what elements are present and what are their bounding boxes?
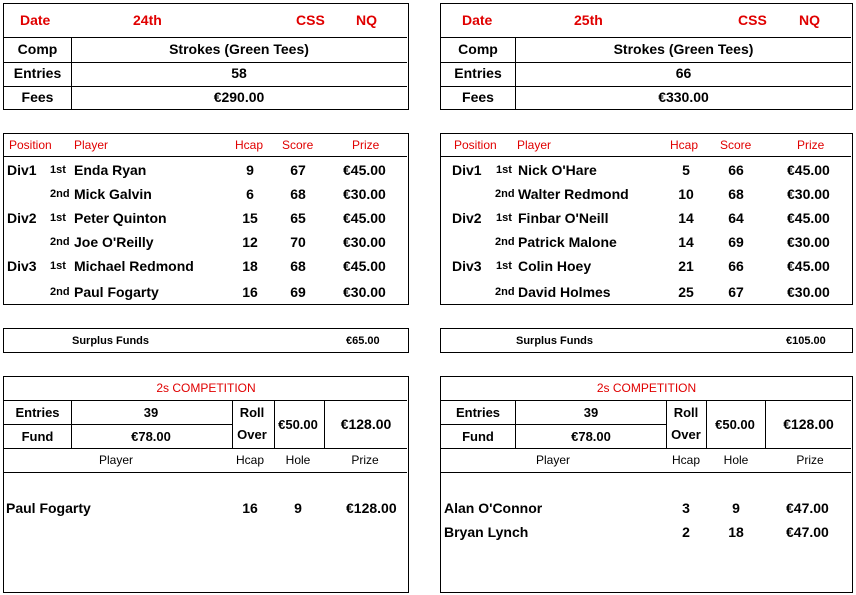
placing: 1st [496,260,512,272]
fees-label: Fees [462,89,494,105]
hcap: 10 [678,186,694,202]
hcap: 9 [246,162,254,178]
hcap: 15 [242,210,258,226]
placing: 2nd [495,286,515,298]
score: 69 [290,284,306,300]
player-name: Finbar O'Neill [518,210,609,226]
hcap: 14 [678,210,694,226]
hcap: 18 [242,258,258,274]
twos-winner-hole: 9 [732,500,740,516]
player-name: Patrick Malone [518,234,617,250]
player-name: Peter Quinton [74,210,167,226]
prize: €45.00 [343,210,386,226]
fees-label: Fees [21,89,54,105]
twos-winner-hcap: 16 [242,500,258,516]
col-player: Player [74,138,109,152]
entries-label: Entries [454,65,502,81]
hcap: 6 [246,186,254,202]
placing: 1st [496,164,512,176]
placing: 1st [50,260,66,272]
nq-label: NQ [799,12,820,28]
placing: 2nd [50,286,70,298]
twos-title: 2s COMPETITION [596,381,697,395]
surplus-label: Surplus Funds [72,335,149,347]
placing: 2nd [50,188,70,200]
date-label: Date [20,12,51,28]
rollover-label-line2: Over [671,427,701,442]
hcap: 16 [242,284,258,300]
score: 67 [290,162,306,178]
twos-total: €128.00 [340,416,392,432]
rollover-value: €50.00 [715,417,755,432]
css-label: CSS [296,12,325,28]
twos-entries-label: Entries [455,405,501,420]
entries-value: 58 [231,65,247,81]
twos-winner-prize: €128.00 [346,500,397,516]
player-name: Mick Galvin [74,186,152,202]
twos-col-player: Player [98,453,133,467]
col-prize: Prize [352,138,380,152]
twos-col-hole: Hole [285,453,311,467]
comp-value: Strokes (Green Tees) [169,41,309,57]
twos-col-hcap: Hcap [671,453,700,467]
col-prize: Prize [797,138,825,152]
twos-col-prize: Prize [351,453,379,467]
rollover-label-line2: Over [237,427,267,442]
nq-label: NQ [356,12,377,28]
twos-entries-label: Entries [15,405,60,420]
placing: 1st [496,212,512,224]
division: Div2 [7,210,37,226]
score: 68 [728,186,744,202]
twos-winner-prize: €47.00 [786,500,829,516]
hcap: 25 [678,284,694,300]
division: Div2 [452,210,482,226]
fees-value: €330.00 [658,89,709,105]
player-name: Nick O'Hare [518,162,597,178]
twos-winner-hole: 9 [294,500,302,516]
twos-fund-value: €78.00 [131,429,171,444]
twos-entries-value: 39 [143,405,159,420]
twos-fund-label: Fund [462,429,494,444]
score: 68 [290,258,306,274]
score: 66 [728,258,744,274]
twos-winner-name: Bryan Lynch [444,524,529,540]
comp-label: Comp [17,41,58,57]
score: 69 [728,234,744,250]
col-player: Player [517,138,552,152]
col-hcap: Hcap [235,138,264,152]
col-hcap: Hcap [670,138,699,152]
score: 68 [290,186,306,202]
prize: €30.00 [343,234,386,250]
twos-total: €128.00 [783,416,834,432]
prize: €30.00 [787,186,830,202]
placing: 1st [50,164,66,176]
division: Div3 [7,258,37,274]
entries-label: Entries [13,65,62,81]
prize: €45.00 [787,162,830,178]
score: 65 [290,210,306,226]
css-label: CSS [738,12,767,28]
score: 67 [728,284,744,300]
twos-col-player: Player [535,453,570,467]
twos-winner-hole: 18 [728,524,744,540]
player-name: Michael Redmond [74,258,194,274]
division: Div1 [452,162,482,178]
date-value: 25th [574,12,603,28]
prize: €45.00 [343,258,386,274]
prize: €45.00 [343,162,386,178]
player-name: Joe O'Reilly [74,234,154,250]
placing: 2nd [495,188,515,200]
placing: 1st [50,212,66,224]
twos-col-hole: Hole [723,453,749,467]
rollover-label-line1: Roll [673,405,699,420]
player-name: Colin Hoey [518,258,592,274]
twos-fund-value: €78.00 [571,429,611,444]
twos-winner-name: Paul Fogarty [6,500,91,516]
hcap: 21 [678,258,694,274]
division: Div1 [7,162,37,178]
comp-label: Comp [458,41,498,57]
col-position: Position [454,138,497,152]
date-value: 24th [133,12,162,28]
surplus-value: €65.00 [346,335,380,347]
comp-value: Strokes (Green Tees) [613,41,754,57]
twos-col-prize: Prize [796,453,824,467]
player-name: David Holmes [518,284,611,300]
placing: 2nd [495,236,515,248]
score: 66 [728,162,744,178]
prize: €30.00 [787,284,830,300]
hcap: 12 [242,234,258,250]
score: 64 [728,210,744,226]
entries-value: 66 [675,65,692,81]
score: 70 [290,234,306,250]
twos-winner-prize: €47.00 [786,524,829,540]
twos-winner-hcap: 2 [682,524,690,540]
rollover-value: €50.00 [278,417,318,432]
player-name: Walter Redmond [518,186,629,202]
col-score: Score [720,138,752,152]
hcap: 14 [678,234,694,250]
twos-title: 2s COMPETITION [156,381,256,395]
surplus-label: Surplus Funds [516,335,593,347]
twos-fund-label: Fund [21,429,54,444]
prize: €45.00 [787,258,830,274]
player-name: Enda Ryan [74,162,147,178]
prize: €30.00 [343,284,386,300]
prize: €30.00 [343,186,386,202]
fees-value: €290.00 [213,89,265,105]
twos-entries-value: 39 [583,405,599,420]
twos-col-hcap: Hcap [235,453,264,467]
twos-winner-hcap: 3 [682,500,690,516]
col-score: Score [282,138,314,152]
prize: €45.00 [787,210,830,226]
surplus-value: €105.00 [786,335,826,347]
placing: 2nd [50,236,70,248]
player-name: Paul Fogarty [74,284,159,300]
division: Div3 [452,258,482,274]
rollover-label-line1: Roll [239,405,265,420]
twos-winner-name: Alan O'Connor [444,500,543,516]
date-label: Date [462,12,493,28]
prize: €30.00 [787,234,830,250]
hcap: 5 [682,162,690,178]
col-position: Position [9,138,52,152]
